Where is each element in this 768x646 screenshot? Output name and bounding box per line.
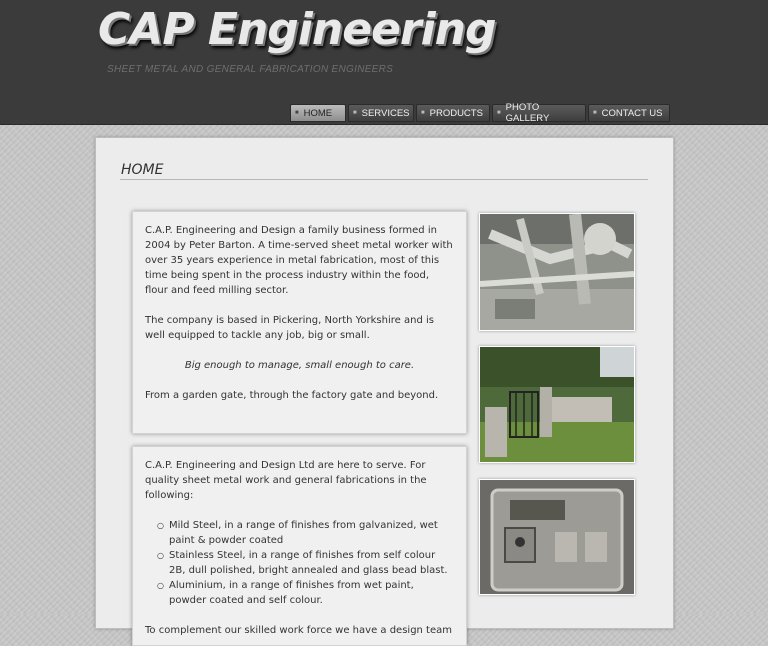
site-logo[interactable]: CAP Engineering [98, 4, 496, 55]
content-panel [95, 137, 674, 636]
bullet-icon: ■ [593, 110, 597, 116]
nav-home[interactable] [290, 104, 346, 122]
page-title: HOME [121, 162, 164, 178]
nav-contact-us-label: CONTACT US [601, 107, 663, 119]
bullet-icon: ■ [353, 110, 357, 116]
materials-list [145, 518, 454, 608]
intro-paragraph: C.A.P. Engineering and Design a family business formed in 2004 by Peter Barton. A time-served sheet metal worker with over 35 years experience in metal fabrication, most of this time being spent in the process industry within the food, flour and feed milling sector. [145, 225, 453, 296]
nav-products-label: PRODUCTS [429, 107, 483, 119]
nav-services-label: SERVICES [361, 107, 410, 119]
bullet-icon: ■ [421, 110, 425, 116]
stainless-panel-image [480, 480, 634, 594]
site-tagline: SHEET METAL AND GENERAL FABRICATION ENGINEERS [107, 64, 394, 75]
garden-gate-image [480, 347, 634, 462]
list-item: ○ Mild Steel, in a range of finishes from galvanized, wet paint & powder coated [157, 518, 454, 548]
nav-home-label: HOME [303, 107, 333, 119]
services-outro: To complement our skilled work force we have a design team [145, 625, 452, 636]
title-divider [120, 179, 648, 180]
slogan: Big enough to manage, small enough to care. [184, 360, 415, 371]
closing-paragraph: From a garden gate, through the factory gate and beyond. [145, 390, 439, 401]
photo-panel[interactable] [479, 479, 635, 595]
photo-garden-gate[interactable] [479, 346, 635, 463]
services-card [132, 446, 467, 646]
services-intro: C.A.P. Engineering and Design Ltd are here to serve. For quality sheet metal work and general fabrications in the following: [145, 460, 427, 501]
photo-ductwork[interactable] [479, 213, 635, 331]
nav-products[interactable] [416, 104, 490, 122]
list-item: ○ Stainless Steel, in a range of finishes from self colour 2B, dull polished, bright annealed and glass bead blast. [157, 548, 454, 578]
location-paragraph: The company is based in Pickering, North Yorkshire and is well equipped to tackle any job, big or small. [145, 315, 434, 341]
bullet-icon: ■ [295, 110, 299, 116]
nav-photo-gallery-label: PHOTO GALLERY [505, 102, 550, 124]
nav-contact-us[interactable] [588, 104, 670, 122]
ductwork-image [480, 214, 634, 330]
site-header [0, 0, 768, 125]
nav-photo-gallery[interactable] [492, 104, 586, 122]
list-item: ○ Aluminium, in a range of finishes from wet paint, powder coated and self colour. [157, 578, 454, 608]
main-nav [290, 104, 670, 122]
bullet-icon: ■ [497, 110, 501, 116]
intro-card [132, 211, 467, 434]
nav-services[interactable] [348, 104, 414, 122]
